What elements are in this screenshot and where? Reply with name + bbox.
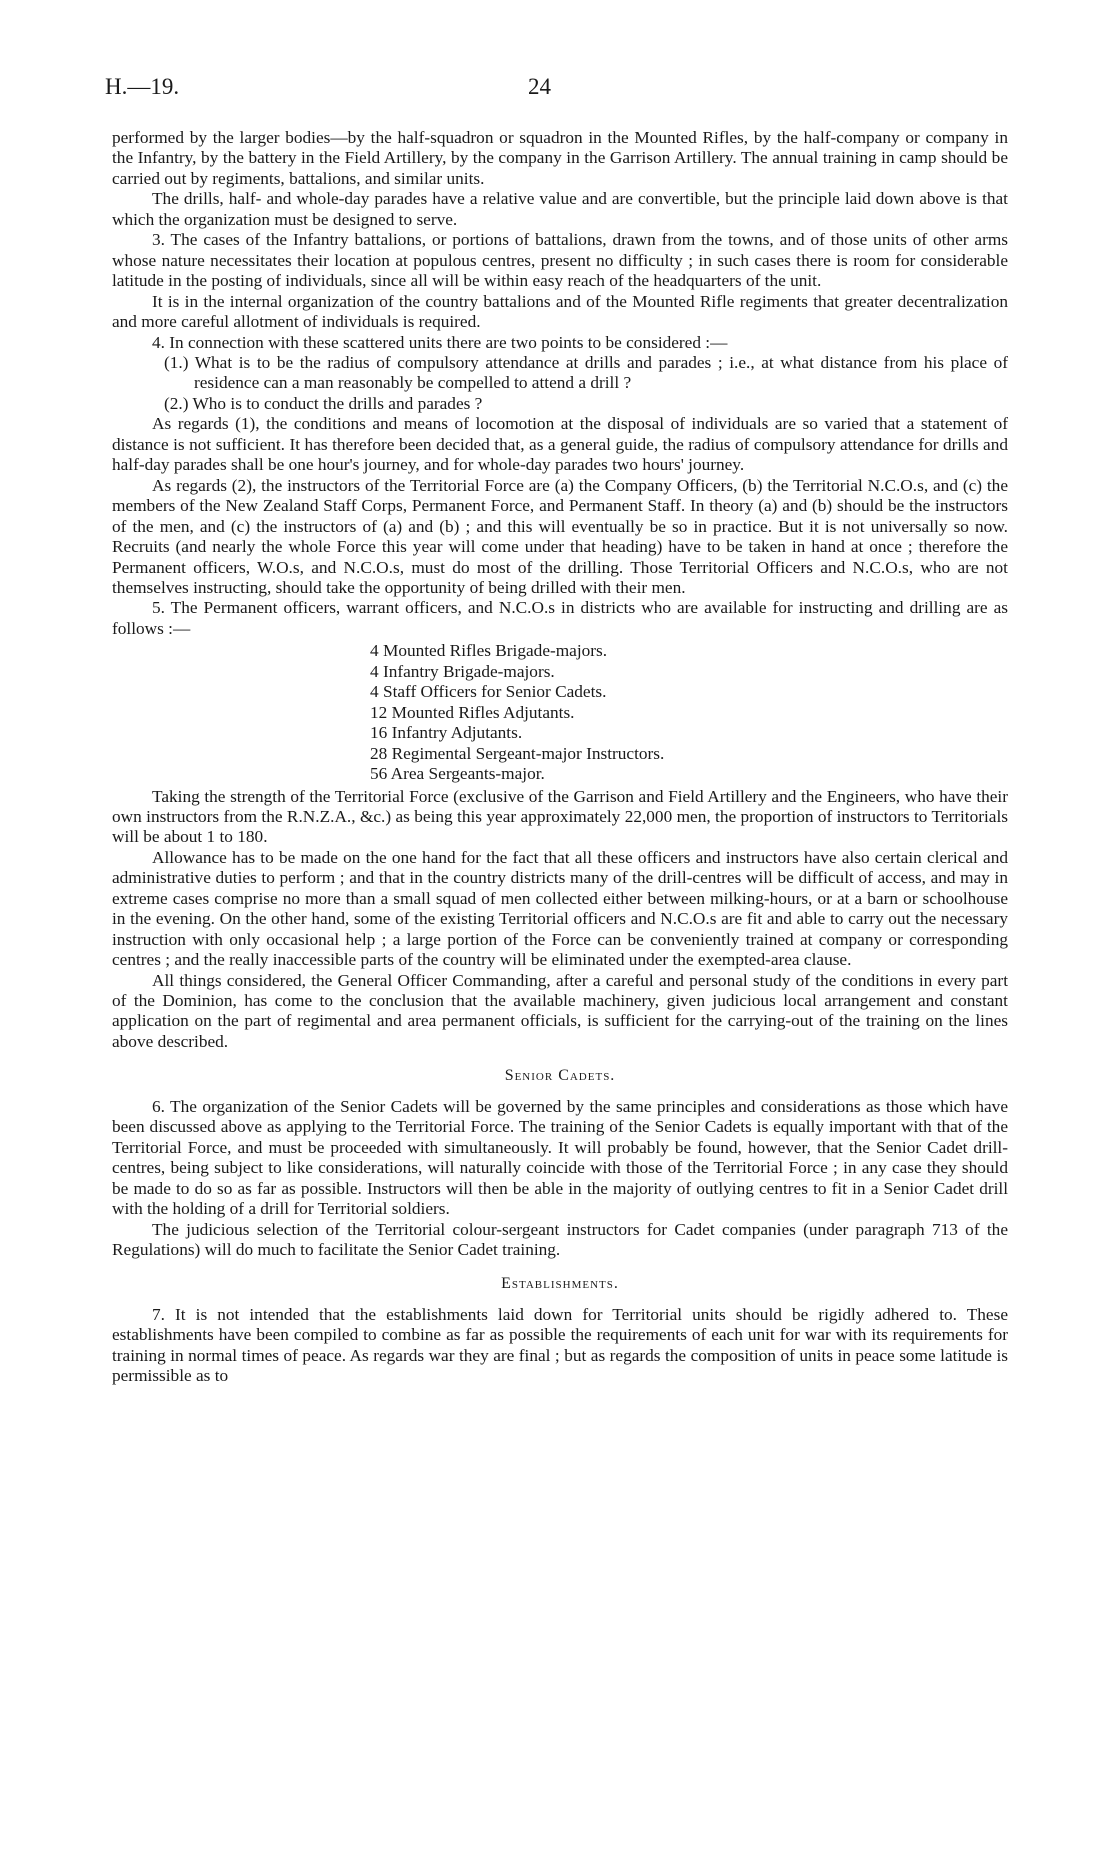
question-item: (1.) What is to be the radius of compulsory attendance at drills and parades ; i.e., at what distance from his place of residence can a man reasonably be compelled to attend a drill ?	[164, 352, 1008, 393]
list-item: 56 Area Sergeants-major.	[370, 764, 545, 784]
list-item: 12 Mounted Rifles Adjutants.	[370, 702, 575, 722]
paragraph: 7. It is not intended that the establishments laid down for Territorial units should be rigidly adhered to. These establishments have been compiled to combine as far as possible the requirements of each unit for war with its requirements for training in normal times of peace. As regards war they are final ; but as regards the composition of units in peace some latitude is permissible as to	[112, 1304, 1008, 1386]
paragraph: It is in the internal organization of the country battalions and of the Mounted Rifle regiments that greater decentralization and more careful allotment of individuals is required.	[112, 291, 1008, 332]
paragraph: Taking the strength of the Territorial Force (exclusive of the Garrison and Field Artillery and the Engineers, who have their own instructors from the R.N.Z.A., &c.) as being this year approximately 22,000 men, the proportion of instructors to Territorials will be about 1 to 180.	[112, 786, 1008, 847]
paragraph: As regards (1), the conditions and means of locomotion at the disposal of individuals are so varied that a statement of distance is not sufficient. It has therefore been decided that, as a general guide, the radius of compulsory attendance for drills and half-day parades shall be one hour's journey, and for whole-day parades two hours' journey.	[112, 414, 1008, 475]
list-item: 28 Regimental Sergeant-major Instructors.	[370, 743, 665, 763]
paragraph: performed by the larger bodies—by the half-squadron or squadron in the Mounted Rifles, by the half-company or company in the Infantry, by the battery in the Field Artillery, by the company in the Garrison Artillery. The annual training in camp should be carried out by regiments, battalions, and similar units.	[112, 128, 1008, 188]
paragraph: The judicious selection of the Territorial colour-sergeant instructors for Cadet companies (under paragraph 713 of the Regulations) will do much to facilitate the Senior Cadet training.	[112, 1219, 1008, 1260]
paragraph: The drills, half- and whole-day parades have a relative value and are convertible, but the principle laid down above is that which the organization must be designed to serve.	[112, 189, 1008, 229]
paragraph: All things considered, the General Officer Commanding, after a careful and personal study of the conditions in every part of the Dominion, has come to the conclusion that the available machinery, given judicious local arrangement and constant application on the part of regimental and area permanent officials, is sufficient for the carrying-out of the training on the lines above described.	[112, 970, 1008, 1051]
list-item: 4 Mounted Rifles Brigade-majors.	[370, 641, 608, 661]
paragraph: As regards (2), the instructors of the Territorial Force are (a) the Company Officers, (b) the Territorial N.C.O.s, and (c) the members of the New Zealand Staff Corps, Permanent Force, and Permanent Staff. In theory (a) and (b) should be the instructors of the men, and (c) the instructors of (a) and (b) ; and this will eventually be so in practice. But it is not universally so now. Recruits (and nearly the whole Force this year will come under that heading) have to be taken in hand at once ; therefore the Permanent officers, W.O.s, and N.C.O.s, must do most of the drilling. Those Territorial Officers and N.C.O.s, who are not themselves instructing, should take the opportunity of being drilled with their men.	[112, 475, 1008, 597]
page-number: 24	[528, 74, 551, 99]
paragraph: 4. In connection with these scattered units there are two points to be considered :—	[152, 332, 728, 352]
paragraph: 3. The cases of the Infantry battalions, or portions of battalions, drawn from the towns, and of those units of other arms whose nature necessitates their location at populous centres, present no difficulty ; in such cases there is room for considerable latitude in the posting of individuals, since all will be within easy reach of the headquarters of the unit.	[112, 230, 1008, 291]
document-reference: H.—19.	[105, 74, 180, 99]
section-heading: Establishments.	[501, 1275, 619, 1293]
section-heading: Senior Cadets.	[504, 1067, 616, 1085]
paragraph: 5. The Permanent officers, warrant officers, and N.C.O.s in districts who are available for instructing and drilling are as follows :—	[112, 598, 1008, 638]
body-text	[112, 128, 1008, 1387]
paragraph: Allowance has to be made on the one hand for the fact that all these officers and instructors have also certain clerical and administrative duties to perform ; and that in the country districts many of the drill-centres will be difficult of access, and may in extreme cases comprise no more than a small squad of men collected either between milking-hours, or at a barn or schoolhouse in the evening. On the other hand, some of the existing Territorial officers and N.C.O.s are fit and able to carry out the necessary instruction with only occasional help ; a large portion of the Force can be conveniently trained at company or corresponding centres ; and the really inaccessible parts of the country will be eliminated under the exempted-area clause.	[112, 847, 1008, 970]
instructor-list	[370, 641, 1008, 784]
list-item: 4 Infantry Brigade-majors.	[370, 661, 555, 681]
paragraph: 6. The organization of the Senior Cadets will be governed by the same principles and considerations as those which have been discussed above as applying to the Territorial Force. The training of the Senior Cadets is equally important with that of the Territorial Force, and must be proceeded with simultaneously. It will probably be found, however, that the Senior Cadet drill-centres, being subject to like considerations, will naturally coincide with those of the Territorial Force ; in any case they should be made to do so as far as possible. Instructors will then be able in the majority of outlying centres to fit in a Senior Cadet drill with the holding of a drill for Territorial soldiers.	[112, 1096, 1008, 1219]
list-item: 16 Infantry Adjutants.	[370, 723, 523, 743]
list-item: 4 Staff Officers for Senior Cadets.	[370, 682, 607, 702]
question-item: (2.) Who is to conduct the drills and parades ?	[164, 393, 483, 413]
